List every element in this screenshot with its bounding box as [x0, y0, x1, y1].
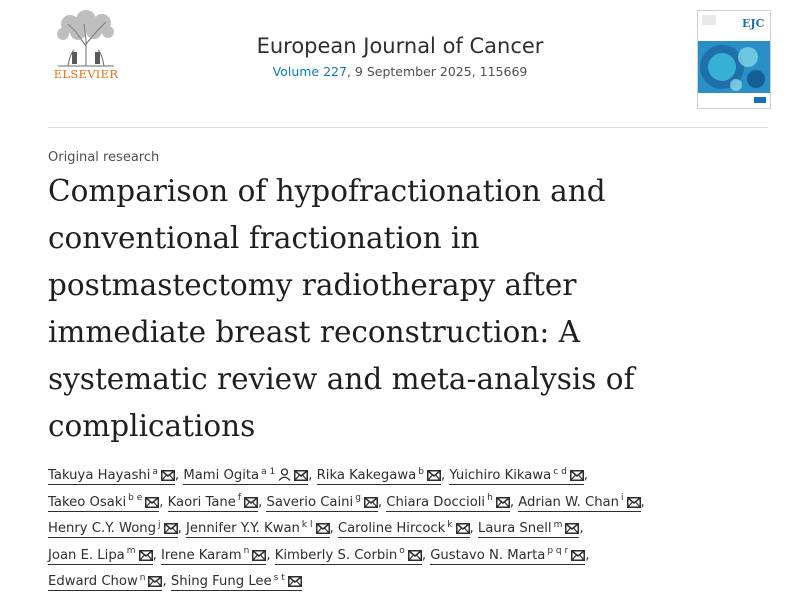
affiliation-marker: b e — [128, 493, 143, 504]
article-title — [48, 168, 748, 450]
author-link[interactable] — [183, 468, 308, 485]
author-entry — [186, 521, 338, 538]
author-entry — [171, 574, 302, 591]
author-link[interactable] — [266, 495, 377, 512]
cover-journal-abbrev: EJC — [742, 17, 765, 30]
author-entry — [48, 574, 171, 591]
affiliation-marker: a — [152, 466, 158, 477]
author-link[interactable] — [168, 495, 258, 512]
author-list — [48, 464, 768, 597]
title-line: immediate breast reconstruction: A — [48, 315, 580, 349]
author-entry — [183, 468, 316, 485]
author-separator: , — [585, 547, 590, 563]
author-separator: , — [159, 494, 168, 510]
affiliation-marker: m — [553, 519, 563, 530]
author-link[interactable] — [171, 574, 302, 591]
author-name: Chiara Doccioli — [386, 494, 486, 510]
affiliation-marker: m — [126, 546, 136, 557]
journal-info — [180, 34, 620, 79]
affiliation-marker: k — [447, 519, 453, 530]
author-link[interactable] — [161, 548, 266, 565]
affiliation-marker: s t — [273, 572, 285, 583]
author-name: Irene Karam — [160, 547, 242, 563]
email-icon — [408, 546, 422, 571]
author-link[interactable] — [317, 468, 441, 485]
email-icon — [139, 546, 153, 571]
affiliation-marker: b — [418, 466, 424, 477]
title-line: postmastectomy radiotherapy after — [48, 268, 577, 302]
author-separator: , — [421, 547, 431, 563]
author-link[interactable] — [338, 521, 470, 538]
affiliation-marker: f — [237, 493, 242, 504]
author-entry — [386, 495, 518, 512]
author-entry — [478, 521, 584, 538]
email-icon — [294, 466, 308, 491]
author-separator: , — [579, 521, 584, 537]
author-separator: , — [509, 494, 519, 510]
journal-volume-line — [180, 64, 620, 79]
email-icon — [571, 546, 585, 571]
author-name: Joan E. Lipa — [48, 547, 125, 563]
affiliation-marker: g — [355, 493, 361, 504]
author-name: Caroline Hircock — [337, 521, 446, 537]
author-separator: , — [440, 468, 450, 483]
affiliation-marker: j — [158, 519, 161, 530]
title-line: conventional fractionation in — [48, 221, 480, 255]
author-separator: , — [177, 521, 186, 537]
author-entry — [168, 495, 267, 512]
author-entry — [48, 521, 186, 538]
author-name: Kimberly S. Corbin — [274, 547, 398, 563]
author-separator: , — [162, 574, 171, 590]
email-icon — [164, 519, 178, 544]
affiliation-marker: a 1 — [261, 466, 276, 477]
author-entry — [518, 495, 645, 512]
corresponding-author-icon — [278, 466, 291, 491]
author-link[interactable] — [430, 548, 585, 565]
affiliation-marker: k l — [301, 519, 313, 530]
author-entry — [317, 468, 450, 485]
author-link[interactable] — [48, 548, 153, 565]
author-name: Gustavo N. Marta — [430, 547, 546, 563]
author-name: Shing Fung Lee — [170, 574, 272, 590]
author-name: Saverio Caini — [266, 494, 354, 510]
email-icon — [252, 546, 266, 571]
author-entry — [48, 495, 168, 512]
author-name: Takeo Osaki — [48, 494, 127, 510]
author-link[interactable] — [386, 495, 510, 512]
volume-link[interactable]: Volume 227 — [272, 64, 347, 79]
article-header — [0, 0, 800, 128]
author-entry — [48, 548, 161, 565]
journal-cover-image[interactable] — [697, 10, 771, 109]
email-icon — [161, 466, 175, 491]
affiliation-marker: p q r — [547, 546, 569, 557]
author-separator: , — [258, 494, 267, 510]
author-entry — [48, 468, 183, 485]
title-line: Comparison of hypofractionation and — [48, 174, 606, 208]
article-type-label: Original research — [48, 150, 160, 165]
publisher-name: ELSEVIER — [53, 67, 119, 81]
affiliation-marker: c d — [553, 466, 567, 477]
author-entry — [266, 495, 386, 512]
author-link[interactable] — [478, 521, 579, 538]
author-name: Henry C.Y. Wong — [48, 521, 157, 537]
email-icon — [427, 466, 441, 491]
email-icon — [148, 572, 162, 597]
author-separator: , — [174, 468, 184, 483]
author-link[interactable] — [48, 521, 178, 538]
author-separator: , — [640, 494, 645, 510]
affiliation-marker: n — [139, 572, 146, 583]
author-name: Jennifer Y.Y. Kwan — [185, 521, 300, 537]
email-icon — [565, 519, 579, 544]
author-separator: , — [152, 547, 161, 563]
author-name: Yuichiro Kikawa — [449, 468, 552, 483]
author-link[interactable] — [518, 495, 640, 512]
author-link[interactable] — [449, 468, 583, 485]
author-name: Mami Ogita — [183, 468, 260, 483]
author-entry — [449, 468, 588, 485]
author-link[interactable] — [48, 495, 159, 512]
email-icon — [316, 519, 330, 544]
author-entry — [161, 548, 275, 565]
author-link[interactable] — [275, 548, 422, 565]
header-divider — [48, 127, 768, 128]
email-icon — [570, 466, 584, 491]
author-name: Takuya Hayashi — [48, 468, 151, 483]
author-entry — [430, 548, 589, 565]
author-separator: , — [308, 468, 317, 483]
author-link[interactable] — [48, 468, 175, 485]
author-link[interactable] — [186, 521, 330, 538]
affiliation-marker: i — [621, 493, 624, 504]
email-icon — [244, 493, 258, 518]
affiliation-marker: o — [399, 546, 405, 557]
author-separator: , — [377, 494, 387, 510]
author-separator: , — [469, 521, 478, 537]
title-line: complications — [48, 409, 256, 443]
author-name: Adrian W. Chan — [518, 494, 619, 510]
author-name: Edward Chow — [48, 574, 138, 590]
affiliation-marker: h — [487, 493, 493, 504]
author-separator: , — [583, 468, 588, 483]
author-entry — [275, 548, 430, 565]
email-icon — [364, 493, 378, 518]
author-separator: , — [266, 547, 275, 563]
author-separator: , — [329, 521, 338, 537]
email-icon — [627, 493, 641, 518]
author-name: Kaori Tane — [167, 494, 236, 510]
affiliation-marker: n — [243, 546, 250, 557]
email-icon — [145, 493, 159, 518]
author-name: Rika Kakegawa — [316, 468, 417, 483]
author-link[interactable] — [48, 574, 162, 591]
journal-title-link[interactable]: European Journal of Cancer — [256, 34, 544, 58]
title-line: systematic review and meta-analysis of — [48, 362, 635, 396]
issue-details: , 9 September 2025, 115669 — [346, 64, 528, 79]
email-icon — [456, 519, 470, 544]
author-name: Laura Snell — [477, 521, 552, 537]
author-entry — [338, 521, 478, 538]
email-icon — [288, 572, 302, 597]
email-icon — [496, 493, 510, 518]
